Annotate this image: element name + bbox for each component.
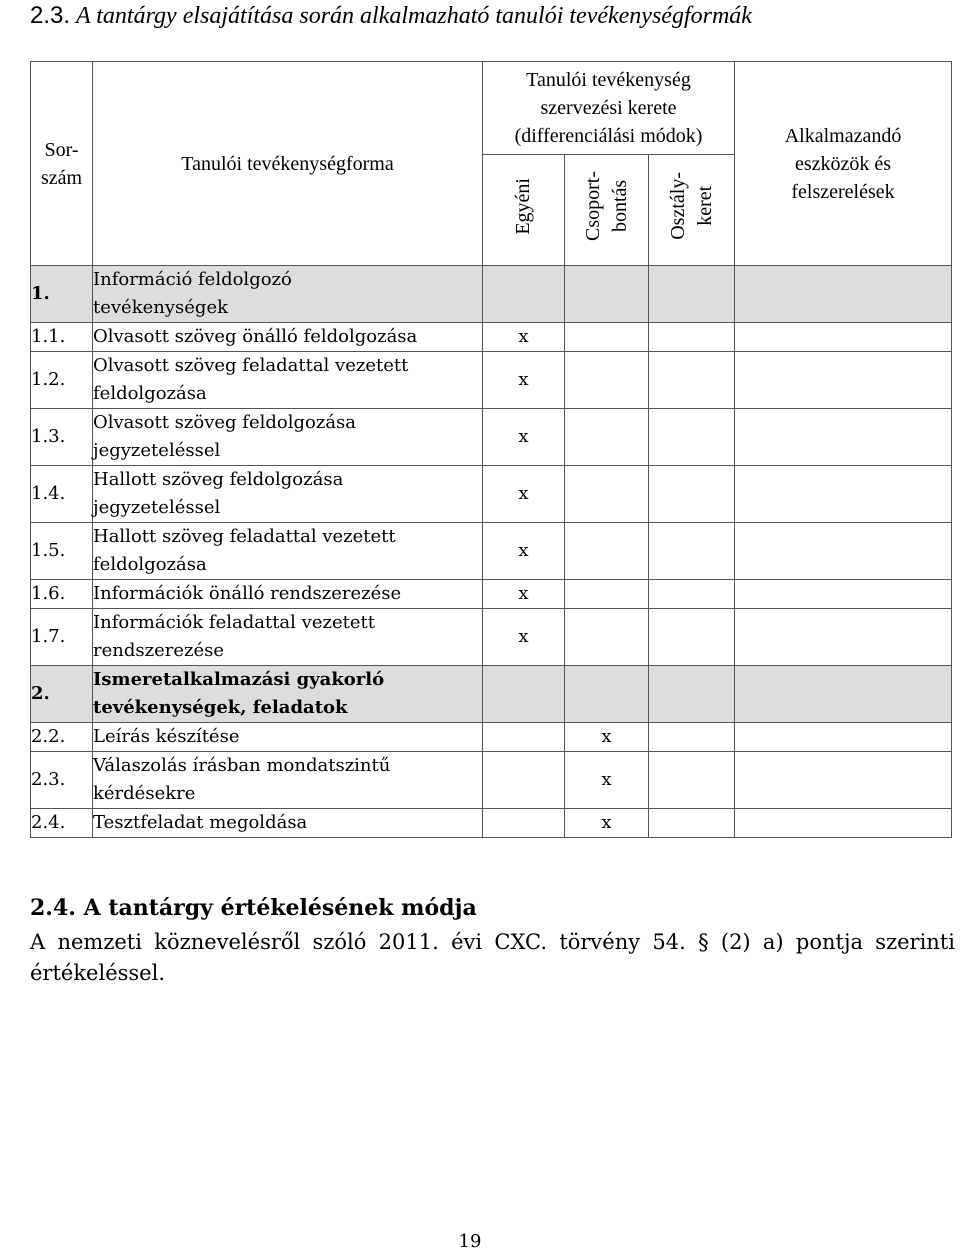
row-group [565,409,649,466]
row-class [649,609,735,666]
row-number: 2.4. [31,809,93,838]
row-number: 2.2. [31,723,93,752]
row-tools [735,609,952,666]
assessment-heading: 2.4. A tantárgy értékelésének módja [30,895,477,921]
row-individual: x [483,609,565,666]
header-activity-form: Tanulói tevékenységforma [93,62,483,266]
row-tools [735,580,952,609]
row-individual: x [483,352,565,409]
row-class [649,809,735,838]
row-group: x [565,723,649,752]
table-row [31,352,952,409]
activity-forms-table [30,61,952,838]
table-row [31,466,952,523]
row-group [565,609,649,666]
table-row [31,580,952,609]
header-group: Csoport- bontás [565,155,649,266]
row-group: x [565,809,649,838]
table-row [31,752,952,809]
row-tools [735,723,952,752]
row-activity: Leírás készítése [93,723,483,752]
row-activity: Hallott szöveg feladattal vezetett feldolgozása [93,523,483,580]
row-class [649,580,735,609]
table-row [31,809,952,838]
row-class [649,409,735,466]
row-activity: Hallott szöveg feldolgozása jegyzeteléssel [93,466,483,523]
row-activity: Válaszolás írásban mondatszintű kérdésekre [93,752,483,809]
header-class: Osztály- keret [649,155,735,266]
row-tools [735,752,952,809]
row-class [649,523,735,580]
row-group [565,266,649,323]
row-number: 1. [31,266,93,323]
row-activity: Információk feladattal vezetett rendszerezése [93,609,483,666]
row-individual: x [483,580,565,609]
row-number: 1.6. [31,580,93,609]
row-tools [735,666,952,723]
row-tools [735,809,952,838]
header-tools: Alkalmazandó eszközök és felszerelések [735,62,952,266]
table-row [31,609,952,666]
row-number: 2.3. [31,752,93,809]
assessment-text: A nemzeti köznevelésről szóló 2011. évi CXC. törvény 54. § (2) a) pontja szerinti értékeléssel. [30,930,955,985]
row-group [565,666,649,723]
row-individual [483,809,565,838]
row-individual [483,666,565,723]
row-activity: Információk önálló rendszerezése [93,580,483,609]
row-tools [735,409,952,466]
table-row [31,409,952,466]
table-row [31,266,952,323]
row-class [649,666,735,723]
table-row [31,666,952,723]
row-number: 1.3. [31,409,93,466]
row-activity: Olvasott szöveg feldolgozása jegyzeteléssel [93,409,483,466]
row-number: 1.2. [31,352,93,409]
row-activity: Ismeretalkalmazási gyakorló tevékenységek, feladatok [93,666,483,723]
row-number: 2. [31,666,93,723]
table-row [31,723,952,752]
row-individual: x [483,523,565,580]
row-number: 1.1. [31,323,93,352]
row-individual: x [483,466,565,523]
row-tools [735,352,952,409]
header-organisational-frame: Tanulói tevékenység szervezési kerete (differenciálási módok) [483,62,735,155]
row-tools [735,266,952,323]
row-tools [735,323,952,352]
table-row [31,323,952,352]
row-class [649,466,735,523]
row-tools [735,466,952,523]
row-class [649,752,735,809]
row-individual: x [483,323,565,352]
row-number: 1.7. [31,609,93,666]
row-group [565,352,649,409]
row-activity: Olvasott szöveg önálló feldolgozása [93,323,483,352]
section-heading [30,2,950,30]
row-class [649,723,735,752]
row-class [649,323,735,352]
page-number: 19 [458,1231,482,1252]
header-serial-number: Sor- szám [31,62,93,266]
row-group [565,523,649,580]
row-activity: Olvasott szöveg feladattal vezetett feldolgozása [93,352,483,409]
row-individual [483,266,565,323]
row-group [565,580,649,609]
row-group [565,323,649,352]
row-number: 1.4. [31,466,93,523]
row-activity: Információ feldolgozó tevékenységek [93,266,483,323]
section-heading-title: A tantárgy elsajátítása során alkalmazható tanulói tevékenységformák [76,3,752,29]
section-heading-number: 2.3. [30,2,71,29]
header-individual: Egyéni [483,155,565,266]
row-tools [735,523,952,580]
row-individual [483,723,565,752]
row-class [649,352,735,409]
row-activity: Tesztfeladat megoldása [93,809,483,838]
row-number: 1.5. [31,523,93,580]
row-individual: x [483,409,565,466]
table-row [31,523,952,580]
row-individual [483,752,565,809]
row-class [649,266,735,323]
row-group: x [565,752,649,809]
row-group [565,466,649,523]
